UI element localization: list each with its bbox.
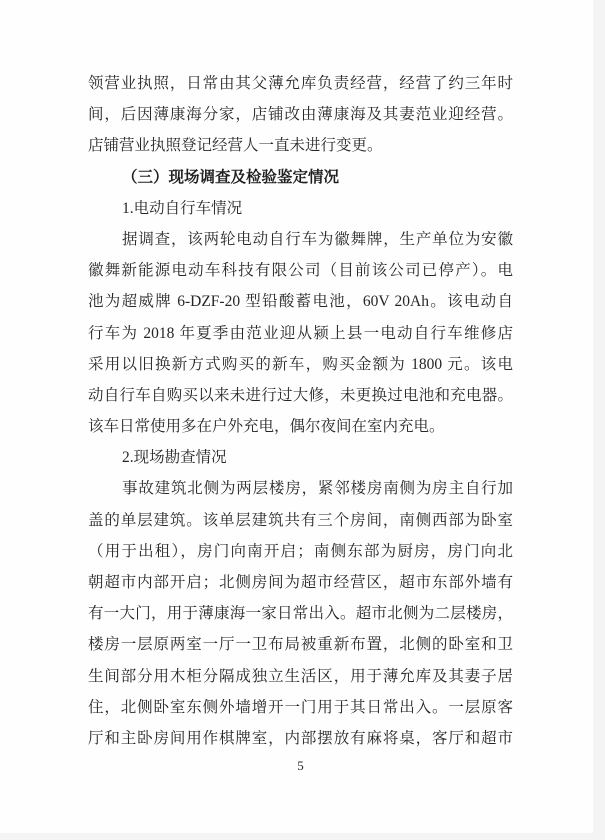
document-body (88, 68, 513, 754)
body-text-line: 该车日常使用多在户外充电，偶尔夜间在室内充电。 (88, 418, 445, 436)
body-text-line: 行车为 2018 年夏季由范业迎从颍上县一电动自行车维修店 (88, 324, 513, 342)
body-text-line: 间，后因薄康海分家，店铺改由薄康海及其妻范业迎经营。 (88, 106, 513, 124)
body-text-line: （用于出租），房门向南开启；南侧东部为厨房，房门向北 (88, 542, 513, 560)
body-text-line: 住，北侧卧室东侧外墙增开一门用于其日常出入。一层原客 (88, 698, 513, 716)
body-text-line: 朝超市内部开启；北侧房间为超市经营区，超市东部外墙有 (88, 574, 513, 591)
body-text-line: 事故建筑北侧为两层楼房，紧邻楼房南侧为房主自行加 (122, 480, 513, 498)
body-text-line: 池为超威牌 6-DZF-20 型铅酸蓄电池，60V 20Ah。该电动自 (88, 293, 513, 311)
body-text-line: 生间部分用木柜分隔成独立生活区，用于薄允库及其妻子居 (88, 667, 513, 685)
body-text-line: 楼房一层原两室一厅一卫布局被重新布置，北侧的卧室和卫 (88, 636, 513, 654)
body-text-line: 盖的单层建筑。该单层建筑共有三个房间，南侧西部为卧室 (88, 511, 513, 529)
sub-heading: 1.电动自行车情况 (122, 199, 243, 217)
body-text-line: 徽舞新能源电动车科技有限公司（目前该公司已停产）。电 (88, 262, 513, 280)
body-text-line: 有一大门，用于薄康海一家日常出入。超市北侧为二层楼房， (88, 605, 513, 623)
sub-heading: 2.现场勘查情况 (122, 449, 227, 467)
body-text-line: 动自行车自购买以来未进行过大修，未更换过电池和充电器。 (88, 386, 513, 404)
page-number: 5 (297, 758, 304, 773)
section-heading: （三）现场调查及检验鉴定情况 (122, 168, 340, 186)
body-text-line: 据调查，该两轮电动自行车为徽舞牌，生产单位为安徽 (122, 230, 513, 248)
scan-edge-bottom (0, 833, 605, 840)
body-text-line: 店铺营业执照登记经营人一直未进行变更。 (88, 137, 383, 155)
body-text-line: 领营业执照，日常由其父薄允库负责经营，经营了约三年时 (88, 75, 513, 92)
scan-edge-right (593, 0, 605, 840)
body-text-line: 厅和主卧房间用作棋牌室，内部摆放有麻将桌，客厅和超市 (88, 729, 513, 747)
body-text-line: 采用以旧换新方式购买的新车，购买金额为 1800 元。该电 (88, 355, 513, 373)
